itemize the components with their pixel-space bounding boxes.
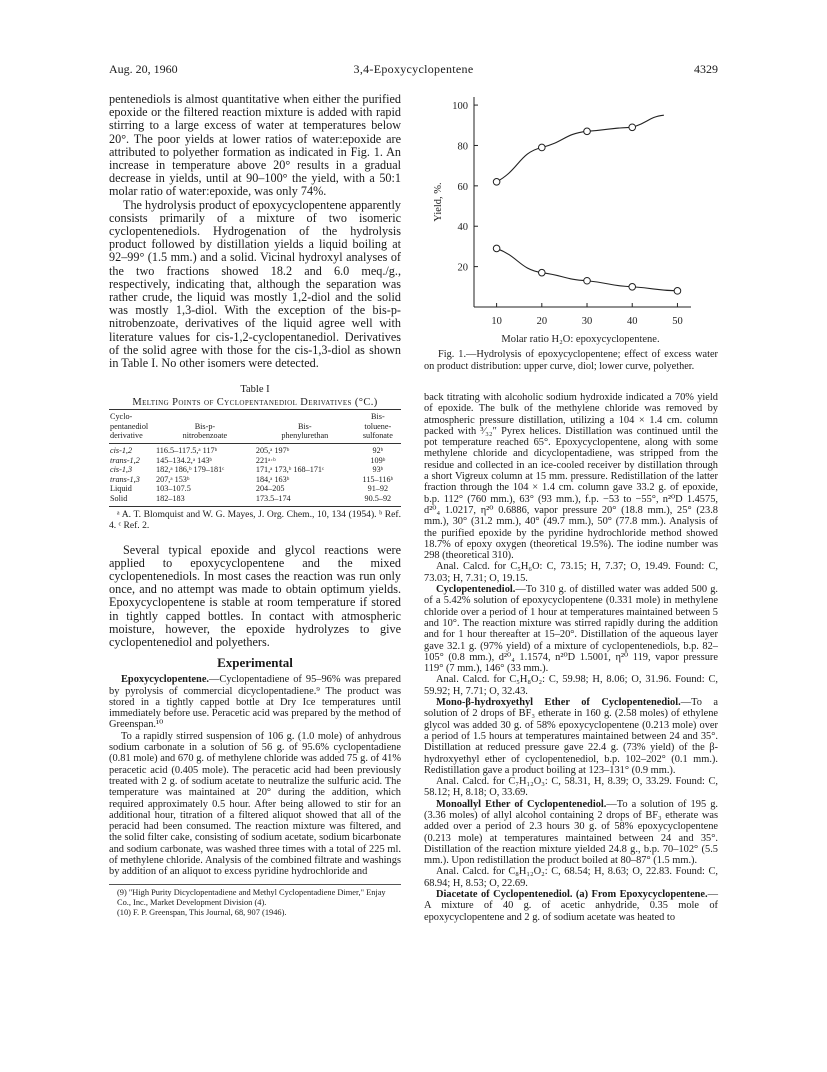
data-point [584,277,591,284]
diacetate-subheading: Diacetate of Cyclopentenediol. (a) From Epoxycyclopentene. [436,889,708,901]
table-row [109,494,401,506]
experimental-heading: Experimental [217,655,293,671]
table-cell: cis-1,2 [110,446,133,456]
table-cell: 171,ᵃ 173,ᵇ 168–171ᶜ [255,465,325,475]
x-tick-label: 30 [581,316,593,327]
table-header-cell: Bis- toluene- sulfonate [355,410,401,444]
analysis-epoxide: Anal. Calcd. for C₅H₆O: C, 73.15; H, 7.37; O, 19.49. Found: C, 73.03; H, 7.31; O, 19.15. [424,561,718,584]
paragraph-hydrolysis-product: The hydrolysis product of epoxycyclopentene apparently consists primarily of a mixture of two isomeric cyclopentenediols. Hydrogenation of the hydrolysis product followed by distillation yields a liquid boiling at 92–99° (1.5 mm.) and a solid. Vicinal hydroxyl analyses of the two fractions showed 18.2 and 6.0 meq./g., respectively, indicating that, although the separation was rather crude, the liquid was mostly 1,2-diol and the solid was mostly 1,3-diol. With the exception of the bis-p-nitrobenzoate, derivatives of the liquid agree well with literature values for cis-1,2-cyclopentanediol. Derivatives of the solid agree with those for the cis-1,3-diol as shown in Table I. No other isomers were detected. [109,197,401,371]
melting-points-table [109,409,401,506]
footnote-10: (10) F. P. Greenspan, This Journal, 68, 907 (1946). [117,907,287,917]
paragraph-procedure: To a rapidly stirred suspension of 106 g. (1.0 mole) of anhydrous sodium carbonate in a solution of 56 g. of 95.6% cyclopentadiene (0.81 mole) and 670 g. of methylene chloride was added 75 g. of 41% peracetic acid (0.405 mole). The peracetic acid had been previously treated with 2 g. of sodium acetate to neutralize the sulfuric acid. The temperature was maintained at 20° during the addition, which required approximately 0.5 hour. After being allowed to stir for an additional hour, titration of a filtered aliquot showed that all of the peracid had been consumed. The reaction mixture was filtered, and the solid filter cake, consisting of sodium acetate, sodium bicarbonate and sodium carbonate, was washed three times with a total of 225 ml. of methylene chloride. Analysis of the combined filtrate and washings by addition of an aliquot to excess pyridine hydrochloride and [109,730,401,878]
y-tick-label: 20 [457,262,468,274]
data-point [674,288,681,295]
table-cell: 145–134.2,ᵃ 143ᵇ [156,455,212,465]
table-cell: cis-1,3 [110,465,133,475]
paragraph-cyclopentenediol: —To 310 g. of distilled water was added 500 g. of a 5.42% solution of epoxycyclopentene (0.331 mole) in methylene chloride over a period of 1 hour at temperatures maintained between 5 and 10°. The reaction mixture was stirred rapidly during the addition and for 1 hour thereafter at 15–20°. Distillation of the aqueous layer gave 32.1 g. (97% yield) of a mixture of cyclopentenediols, b.p. 82–105° (0.8 mm.), d²⁰₄ 1.1574, n²⁰D 1.5001, η²⁰ 119, vapor pressure 119° (7 mm.), 146° (33 mm.). [424,584,718,675]
page-number: 4329 [694,62,718,76]
running-header-title: 3,4-Epoxycyclopentene [353,62,474,76]
y-tick-label: 40 [457,222,468,234]
table-cell: trans-1,2 [110,455,140,465]
paragraph-monoallyl: —To a solution of 195 g. (3.36 moles) of allyl alcohol containing 2 drops of BF₃ etherate was added over a period of 2.3 hours 30 g. of 58% epoxycyclopentene (0.213 mole) at temperatures maintained between 24 and 35°. Distillation of the reaction mixture yielded 24.8 g., b.p. 70–102° (5.5 mm.). Upon redistillation the product boiled at 80–87° (1.5 mm.). [424,798,718,867]
table-row [109,456,401,466]
table-footnote: ᵃ A. T. Blomquist and W. G. Mayes, J. Org. Chem., 10, 134 (1954). ᵇ Ref. 4. ᶜ Ref. 2. [109,508,401,531]
y-tick-label: 60 [457,181,468,193]
data-point [584,128,591,135]
table-header-row [109,410,401,444]
running-header-date: Aug. 20, 1960 [109,62,178,76]
table-cell: 92ᵇ [372,446,384,456]
paragraph-yields: pentenediols is almost quantitative when either the purified epoxide or the filtered reaction mixture is added with rapid stirring to a large excess of water at temperatures below 20°. The poor yields at lower ratios of water:epoxide are attributed to polyether formation as indicated in Fig. 1. An increase in temperature above 20° results in a gradual decrease in yields, until at 90–100° the yield, with a 50:1 molar ratio of water:epoxide, was only 74%. [109,92,401,199]
epoxycyclopentene-subheading: Epoxycyclopentene. [121,674,210,686]
x-tick-label: 20 [536,316,548,327]
data-point [539,269,546,276]
table-cell: 204–205 [255,484,285,494]
table-cell: 115–116ᵇ [362,474,394,484]
table-cell: trans-1,3 [110,474,140,484]
data-point [629,284,636,291]
table-cell: 205,ᵃ 197ᵇ [255,446,290,456]
x-tick-label: 40 [626,316,638,327]
table-cell: 184,ᵃ 163ᵇ [255,474,290,484]
table-cell: 116.5–117.5,ᵃ 117ᵇ [156,446,218,456]
table-cell: 207,ᵃ 153ᵇ [156,474,190,484]
analysis-diol: Anal. Calcd. for C₅H₈O₂: C, 59.98; H, 8.06; O, 31.96. Found: C, 59.92; H, 7.71; O, 32.43. [424,674,718,697]
footnote-divider [109,884,401,885]
analysis-hydroxyethyl: Anal. Calcd. for C₇H₁₂O₃: C, 58.31, H, 8.39; O, 33.29. Found: C, 58.12; H, 8.18; O, 33.69. [424,776,718,799]
figure-caption: Fig. 1.—Hydrolysis of epoxycyclopentene; effect of excess water on product distribution: upper curve, diol; lower curve, polyether. [424,349,718,373]
paragraph-epoxycyclopentene: —Cyclopentadiene of 95–96% was prepared by pyrolysis of commercial dicyclopentadiene.⁹ The product was stored in a tightly capped bottle at Dry Ice temperatures until immediately before use. Peracetic acid was prepared by the method of Greenspan.¹⁰ [109,674,401,731]
table-cell: 103–107.5 [156,484,191,494]
cyclopentenediol-subheading: Cyclopentenediol. [436,584,516,596]
x-axis-label: Molar ratio H₂O: epoxycyclopentene. [501,334,660,345]
footnote-9: (9) "High Purity Dicyclopentadiene and Methyl Cyclopentadiene Dimer," Enjay Co., Inc., Market Development Division (4). [117,887,386,907]
table-title: Table I [240,384,270,396]
y-tick-label: 100 [452,101,468,113]
table-cell: Liquid [110,484,132,494]
x-tick-label: 10 [491,316,502,327]
table-header-cell: Cyclo- pentanediol derivative [109,410,155,444]
table-row [109,484,401,494]
data-point [629,124,636,131]
table-caption: Melting Points of Cyclopentanediol Derivatives (°C.) [132,397,378,409]
table-header-cell: Bis- phenylurethan [255,410,355,444]
x-tick-label: 50 [672,316,683,327]
table-cell: 221ᵃ·ᵇ [255,455,276,465]
y-tick-label: 80 [457,141,468,153]
table-cell: 182,ᵃ 186,ᵇ 179–181ᶜ [156,465,225,475]
data-point [493,179,500,186]
table-cell: 109ᵇ [370,455,386,465]
monoallyl-subheading: Monoallyl Ether of Cyclopentenediol. [436,798,607,810]
right-column [424,392,718,923]
data-point [539,144,546,151]
paragraph-diacetate: —A mixture of 40 g. of acetic anhydride, 0.35 mole of epoxycyclopentene and 2 g. of sodium acetate was heated to [424,889,718,923]
diol-curve [497,115,664,182]
table-cell: 182–183 [155,494,255,506]
table-cell: 91–92 [367,484,389,494]
figure-1-chart [424,93,718,345]
table-cell: Solid [109,494,155,506]
table-header-cell: Bis-p- nitrobenzoate [155,410,255,444]
paragraph-reactions: Several typical epoxide and glycol reactions were applied to epoxycyclopentene and the mixed cyclopentenediols. In most cases the reaction was run only once, and no attempt was made to obtain optimum yields. Epoxycyclopentene is stable at room temperature if stored in tightly capped bottles. In contact with atmospheric moisture, however, the epoxide hydrolyzes to give cyclopentenediol and polyethers. [109,542,401,650]
data-point [493,245,500,252]
left-column [109,93,401,918]
table-cell: 90.5–92 [355,494,401,506]
table-row [109,475,401,485]
analysis-allyl: Anal. Calcd. for C₈H₁₂O₂: C, 68.54; H, 8.63; O, 22.83. Found: C, 68.94; H, 8.53; O, 22.69. [424,866,718,889]
paragraph-distillation: back titrating with alcoholic sodium hydroxide indicated a 70% yield of epoxide. The bulk of the methylene chloride was removed by atmospheric pressure distillation, utilizing a 104 × 1.4 cm. column packed with ³⁄₃₂″ Pyrex helices. Distillation was continued until the pot temperature reached 65°. Epoxycyclopentene, along with some methylene chloride and dicyclopentadiene, was stripped from the residue and collected in an ice-cooled receiver by distillation through a short Vigreux column at 15 mm. pressure. Redistillation of the latter fraction through the 104 × 1.4 cm. column gave 33.2 g. of epoxide, b.p. 112° (760 mm.), 63° (93 mm.), f.p. −53 to −55°, n²⁰D 1.4575, d²⁰₄ 1.0217, η²⁰ 0.6886, vapor pressure 20° (18.8 mm.), 25° (23.8 mm.), 30° (31.2 mm.), 40° (49.7 mm.), 50° (77.8 mm.). Analysis of the purified epoxide by the pyridine hydrochloride method showed 18.7% of epoxy oxygen (theoretical 19.5%). The iodine number was 298 (theoretical 310). [424,392,718,562]
mono-hydroxyethyl-subheading: Mono-β-hydroxyethyl Ether of Cyclopentenediol. [436,697,681,709]
table-row [109,465,401,475]
paragraph-mono-hydroxyethyl: —To a solution of 2 drops of BF₃ etherate in 160 g. (2.58 moles) of ethylene glycol was added 30 g. of 58% epoxycyclopentene (0.213 mole) over a period of 1.5 hours at temperatures maintained between 24 and 35°. Distillation at reduced pressure gave 22.4 g. (73% yield) of the β-hydroxyethyl ether of cyclopentenediol, b.p. 102–202° (0.1 mm.). Redistillation gave a product boiling at 123–131° (0.9 mm.). [424,697,719,776]
table-cell: 93ᵇ [372,465,384,475]
y-axis-label: Yield, %. [433,182,444,222]
table-cell: 173.5–174 [255,494,355,506]
table-row [109,444,401,456]
